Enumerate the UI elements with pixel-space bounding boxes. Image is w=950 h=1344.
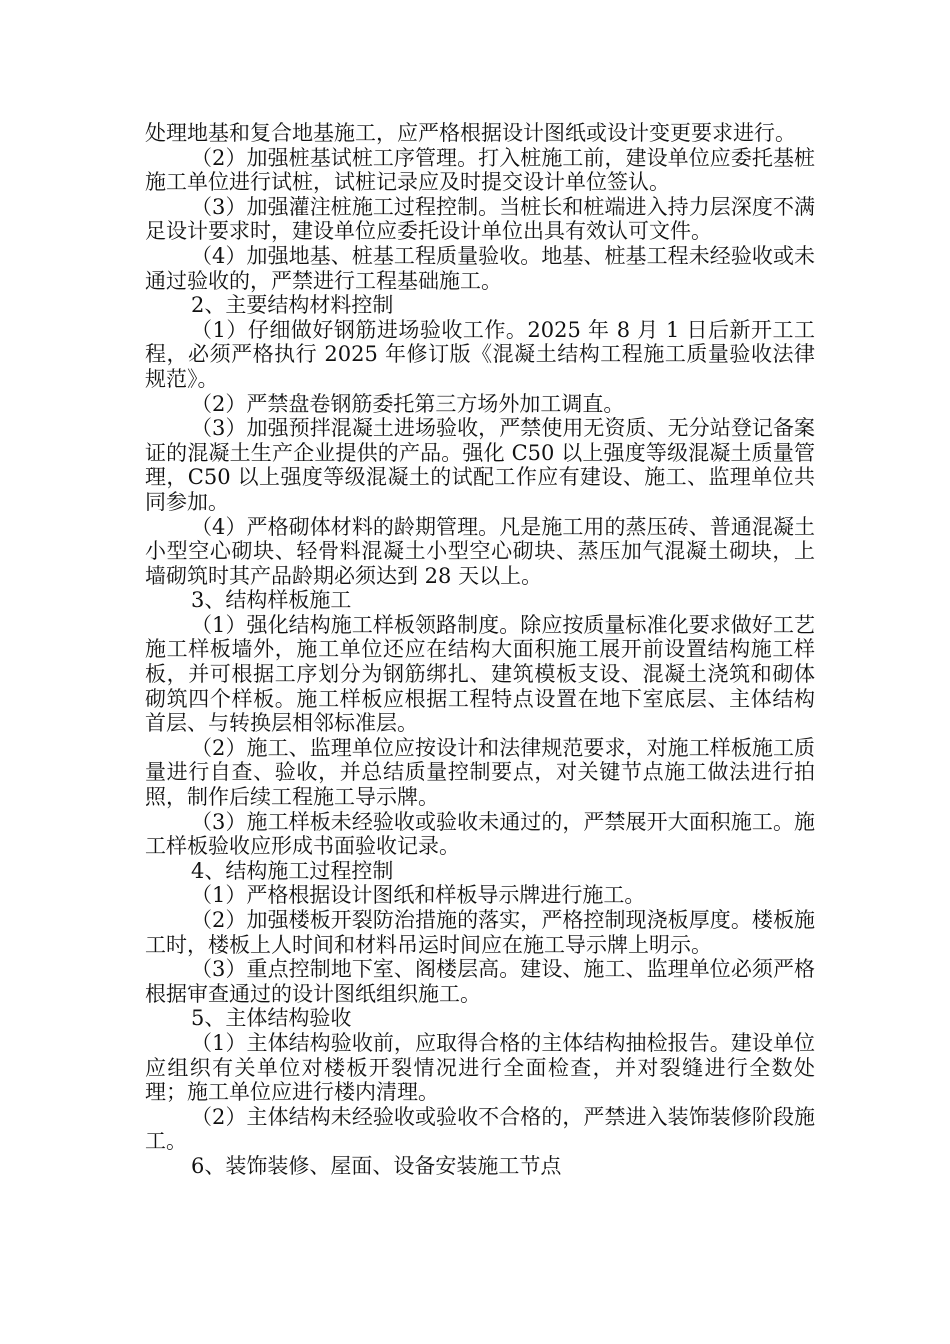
list-item: （3）重点控制地下室、阁楼层高。建设、施工、监理单位必须严格根据审查通过的设计图纸组织施工。	[145, 957, 815, 1006]
list-item: （3）加强预拌混凝土进场验收，严禁使用无资质、无分站登记备案证的混凝土生产企业提供的产品。强化 C50 以上强度等级混凝土质量管理，C50 以上强度等级混凝土的试配工作应有建设、施工、监理单位共同参加。	[145, 416, 815, 514]
list-item: （1）强化结构施工样板领路制度。除应按质量标准化要求做好工艺施工样板墙外，施工单位还应在结构大面积施工展开前设置结构施工样板，并可根据工序划分为钢筋绑扎、建筑模板支设、混凝土浇筑和砌体砌筑四个样板。施工样板应根据工程特点设置在地下室底层、主体结构首层、与转换层相邻标准层。	[145, 612, 815, 736]
list-item: （4）严格砌体材料的龄期管理。凡是施工用的蒸压砖、普通混凝土小型空心砌块、轻骨料混凝土小型空心砌块、蒸压加气混凝土砌块，上墙砌筑时其产品龄期必须达到 28 天以上。	[145, 514, 815, 588]
section-heading: 6、装饰装修、屋面、设备安装施工节点	[191, 1153, 562, 1178]
section-heading: 2、主要结构材料控制	[191, 293, 394, 318]
list-item: （3）施工样板未经验收或验收未通过的，严禁展开大面积施工。施工样板验收应形成书面验收记录。	[145, 809, 815, 859]
list-item: （1）严格根据设计图纸和样板导示牌进行施工。	[191, 883, 646, 908]
document-page	[145, 121, 815, 1179]
list-item: （4）加强地基、桩基工程质量验收。地基、桩基工程未经验收或未通过验收的，严禁进行工程基础施工。	[145, 243, 815, 293]
section-heading: 4、结构施工过程控制	[191, 858, 394, 883]
list-item: （2）施工、监理单位应按设计和法律规范要求，对施工样板施工质量进行自查、验收，并总结质量控制要点，对关键节点施工做法进行拍照，制作后续工程施工导示牌。	[145, 735, 815, 810]
list-item: （2）主体结构未经验收或验收不合格的，严禁进入装饰装修阶段施工。	[145, 1104, 815, 1154]
section-heading: 5、主体结构验收	[191, 1006, 352, 1031]
list-item: （2）加强桩基试桩工序管理。打入桩施工前，建设单位应委托基桩施工单位进行试桩，试桩记录应及时提交设计单位签认。	[145, 145, 815, 195]
paragraph-continuation: 处理地基和复合地基施工，应严格根据设计图纸或设计变更要求进行。	[145, 121, 796, 145]
section-heading: 3、结构样板施工	[191, 588, 352, 613]
list-item: （1）仔细做好钢筋进场验收工作。2025 年 8 月 1 日后新开工工程，必须严格执行 2025 年修订版《混凝土结构工程施工质量验收法律规范》。	[145, 317, 815, 391]
list-item: （2）加强楼板开裂防治措施的落实，严格控制现浇板厚度。楼板施工时，楼板上人时间和材料吊运时间应在施工导示牌上明示。	[145, 908, 815, 957]
list-item: （3）加强灌注桩施工过程控制。当桩长和桩端进入持力层深度不满足设计要求时，建设单位应委托设计单位出具有效认可文件。	[145, 194, 815, 244]
list-item: （1）主体结构验收前，应取得合格的主体结构抽检报告。建设单位应组织有关单位对楼板开裂情况进行全面检查，并对裂缝进行全数处理；施工单位应进行楼内清理。	[145, 1030, 815, 1105]
list-item: （2）严禁盘卷钢筋委托第三方场外加工调直。	[191, 391, 625, 416]
